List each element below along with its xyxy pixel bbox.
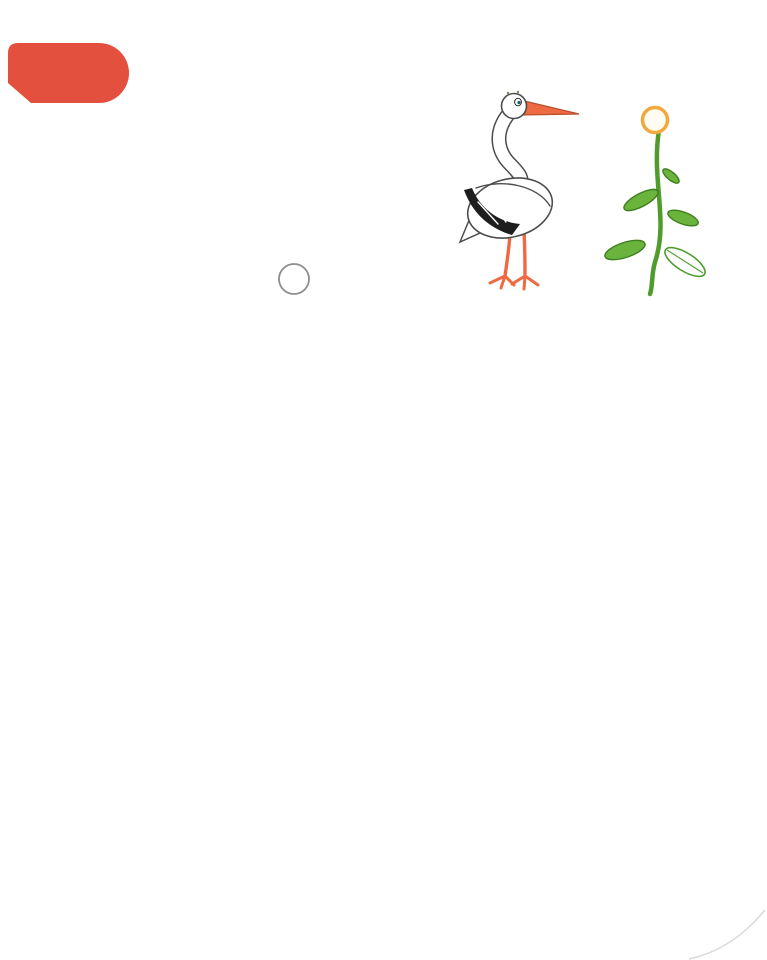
stork-legs xyxy=(490,232,538,289)
flower-center xyxy=(643,108,668,133)
separator-line xyxy=(85,657,727,659)
stork-head xyxy=(502,94,527,119)
flower-leaves xyxy=(603,167,700,264)
stork-illustration xyxy=(458,84,584,294)
aster-flower-illustration xyxy=(593,70,728,298)
stork-pupil xyxy=(517,101,520,104)
flower-stem xyxy=(650,130,661,294)
head-dot xyxy=(507,92,509,94)
page-number-badge xyxy=(393,917,420,944)
practice-strokes xyxy=(93,310,726,634)
vowel-circle-to-color xyxy=(279,264,309,294)
page-curl-decoration xyxy=(687,904,767,960)
big-outline-letters xyxy=(100,40,440,302)
stork-beak xyxy=(520,100,579,115)
practice-grid xyxy=(93,310,726,634)
head-dot xyxy=(517,91,519,93)
